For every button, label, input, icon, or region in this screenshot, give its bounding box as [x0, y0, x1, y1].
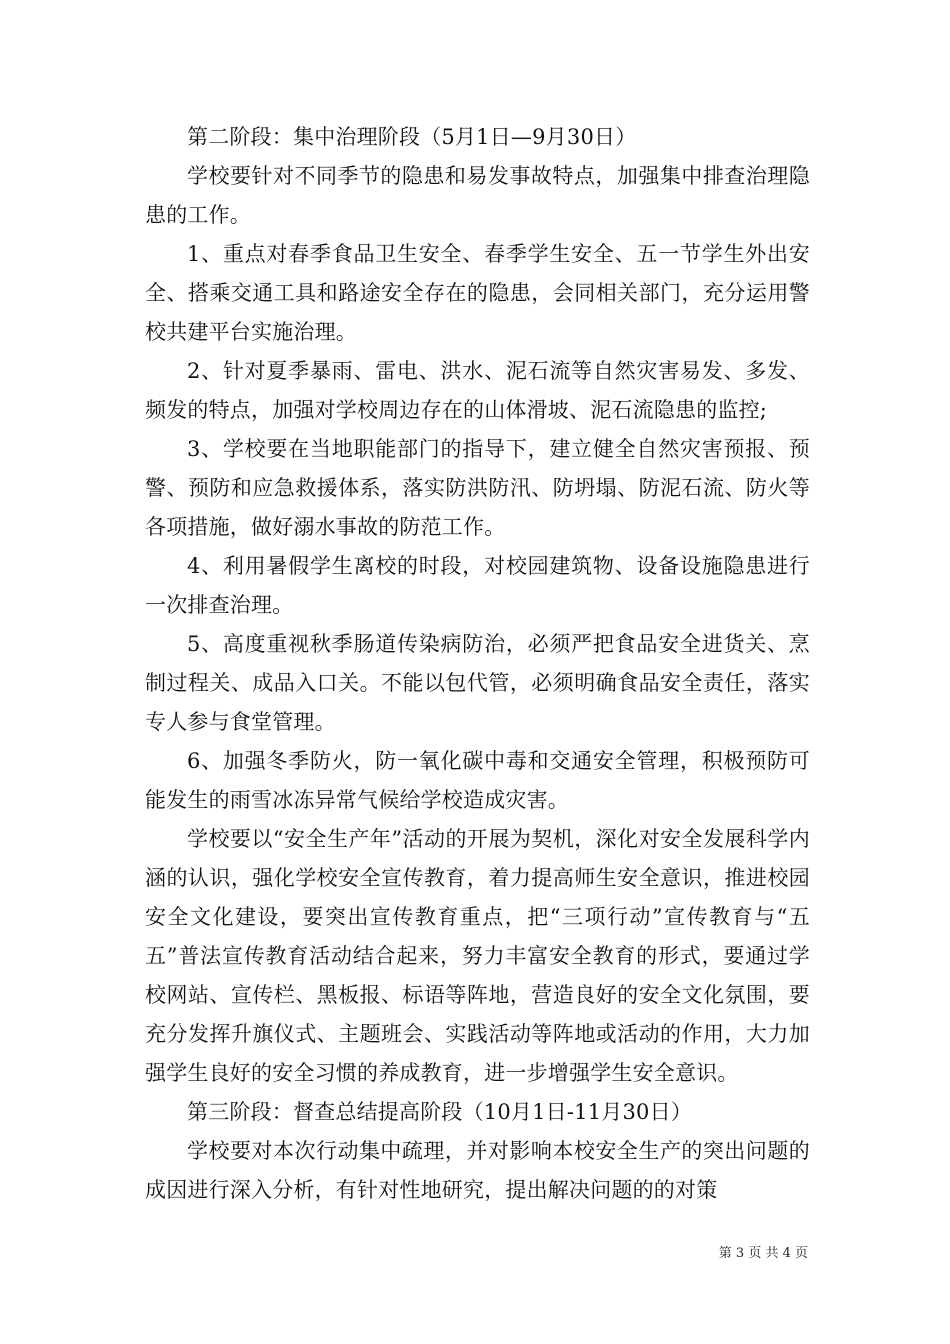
paragraph-item-4: 4、利用暑假学生离校的时段，对校园建筑物、设备设施隐患进行一次排查治理。	[145, 554, 810, 617]
paragraph-item-2: 2、针对夏季暴雨、雷电、洪水、泥石流等自然灾害易发、多发、频发的特点，加强对学校周边存在的山体滑坡、泥石流隐患的监控;	[145, 359, 810, 422]
paragraph-stage-three-heading: 第三阶段：督查总结提高阶段（10月1日-11月30日）	[187, 1100, 693, 1124]
paragraph-stage-two-intro: 学校要针对不同季节的隐患和易发事故特点，加强集中排查治理隐患的工作。	[145, 164, 810, 227]
paragraph-safety-education: 学校要以“安全生产年”活动的开展为契机，深化对安全发展科学内涵的认识，强化学校安全宣传教育，着力提高师生安全意识，推进校园安全文化建设，要突出宣传教育重点，把“三项行动”宣传教育与“五五”普法宣传教育活动结合起来，努力丰富安全教育的形式，要通过学校网站、宣传栏、黑板报、标语等阵地，营造良好的安全文化氛围，要充分发挥升旗仪式、主题班会、实践活动等阵地或活动的作用，大力加强学生良好的安全习惯的养成教育，进一步增强学生安全意识。	[145, 827, 810, 1085]
paragraph-item-6: 6、加强冬季防火，防一氧化碳中毒和交通安全管理，积极预防可能发生的雨雪冰冻异常气候给学校造成灾害。	[145, 749, 810, 812]
paragraph-item-3: 3、学校要在当地职能部门的指导下，建立健全自然灾害预报、预警、预防和应急救援体系，落实防洪防汛、防坍塌、防泥石流、防火等各项措施，做好溺水事故的防范工作。	[145, 437, 810, 539]
paragraph-stage-two-heading: 第二阶段：集中治理阶段（5月1日—9月30日）	[187, 125, 637, 149]
paragraph-item-5: 5、高度重视秋季肠道传染病防治，必须严把食品安全进货关、烹制过程关、成品入口关。不能以包代管，必须明确食品安全责任，落实专人参与食堂管理。	[145, 632, 810, 734]
page-number-footer: 第 3 页 共 4 页	[718, 1246, 808, 1261]
document-body	[145, 118, 810, 1210]
paragraph-item-1: 1、重点对春季食品卫生安全、春季学生安全、五一节学生外出安全、搭乘交通工具和路途安全存在的隐患，会同相关部门，充分运用警校共建平台实施治理。	[145, 242, 810, 344]
paragraph-stage-three-intro: 学校要对本次行动集中疏理，并对影响本校安全生产的突出问题的成因进行深入分析，有针对性地研究，提出解决问题的的对策	[145, 1139, 810, 1202]
